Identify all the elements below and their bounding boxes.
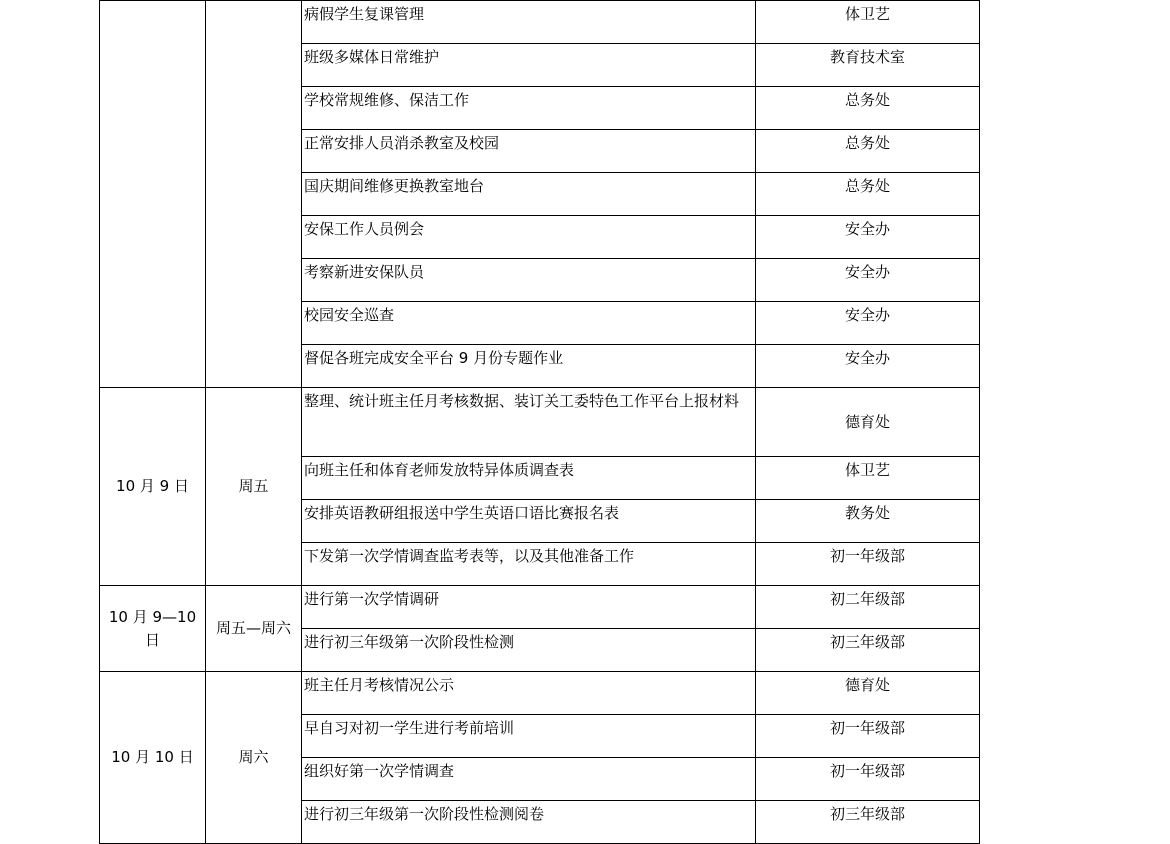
department-cell: 初一年级部	[756, 715, 980, 758]
date-cell: 10 月 10 日	[100, 672, 206, 844]
task-cell: 班级多媒体日常维护	[302, 44, 756, 87]
task-cell: 考察新进安保队员	[302, 259, 756, 302]
department-cell: 安全办	[756, 259, 980, 302]
task-cell: 班主任月考核情况公示	[302, 672, 756, 715]
weekday-cell	[206, 1, 302, 388]
task-cell: 校园安全巡查	[302, 302, 756, 345]
department-cell: 初二年级部	[756, 586, 980, 629]
task-cell: 国庆期间维修更换教室地台	[302, 173, 756, 216]
date-cell: 10 月 9—10 日	[100, 586, 206, 672]
task-cell: 早自习对初一学生进行考前培训	[302, 715, 756, 758]
task-cell: 进行初三年级第一次阶段性检测	[302, 629, 756, 672]
department-cell: 初一年级部	[756, 758, 980, 801]
task-cell: 整理、统计班主任月考核数据、装订关工委特色工作平台上报材料	[302, 388, 756, 457]
task-cell: 安保工作人员例会	[302, 216, 756, 259]
department-cell: 德育处	[756, 388, 980, 457]
department-cell: 德育处	[756, 672, 980, 715]
department-cell: 初三年级部	[756, 801, 980, 844]
department-cell: 安全办	[756, 345, 980, 388]
department-cell: 总务处	[756, 130, 980, 173]
weekday-cell: 周五	[206, 388, 302, 586]
department-cell: 初三年级部	[756, 629, 980, 672]
department-cell: 教育技术室	[756, 44, 980, 87]
task-cell: 下发第一次学情调查监考表等，以及其他准备工作	[302, 543, 756, 586]
department-cell: 总务处	[756, 87, 980, 130]
task-cell: 进行第一次学情调研	[302, 586, 756, 629]
date-cell: 10 月 9 日	[100, 388, 206, 586]
task-cell: 督促各班完成安全平台 9 月份专题作业	[302, 345, 756, 388]
table-row	[100, 388, 980, 457]
date-cell	[100, 1, 206, 388]
weekday-cell: 周六	[206, 672, 302, 844]
department-cell: 总务处	[756, 173, 980, 216]
task-cell: 病假学生复课管理	[302, 1, 756, 44]
department-cell: 教务处	[756, 500, 980, 543]
department-cell: 体卫艺	[756, 1, 980, 44]
task-cell: 向班主任和体育老师发放特异体质调查表	[302, 457, 756, 500]
department-cell: 体卫艺	[756, 457, 980, 500]
task-cell: 正常安排人员消杀教室及校园	[302, 130, 756, 173]
table-row	[100, 672, 980, 715]
task-cell: 进行初三年级第一次阶段性检测阅卷	[302, 801, 756, 844]
task-cell: 安排英语教研组报送中学生英语口语比赛报名表	[302, 500, 756, 543]
schedule-table	[99, 0, 980, 844]
weekday-cell: 周五—周六	[206, 586, 302, 672]
table-row	[100, 586, 980, 629]
department-cell: 安全办	[756, 302, 980, 345]
department-cell: 安全办	[756, 216, 980, 259]
task-cell: 组织好第一次学情调查	[302, 758, 756, 801]
table-row	[100, 1, 980, 44]
task-cell: 学校常规维修、保洁工作	[302, 87, 756, 130]
department-cell: 初一年级部	[756, 543, 980, 586]
